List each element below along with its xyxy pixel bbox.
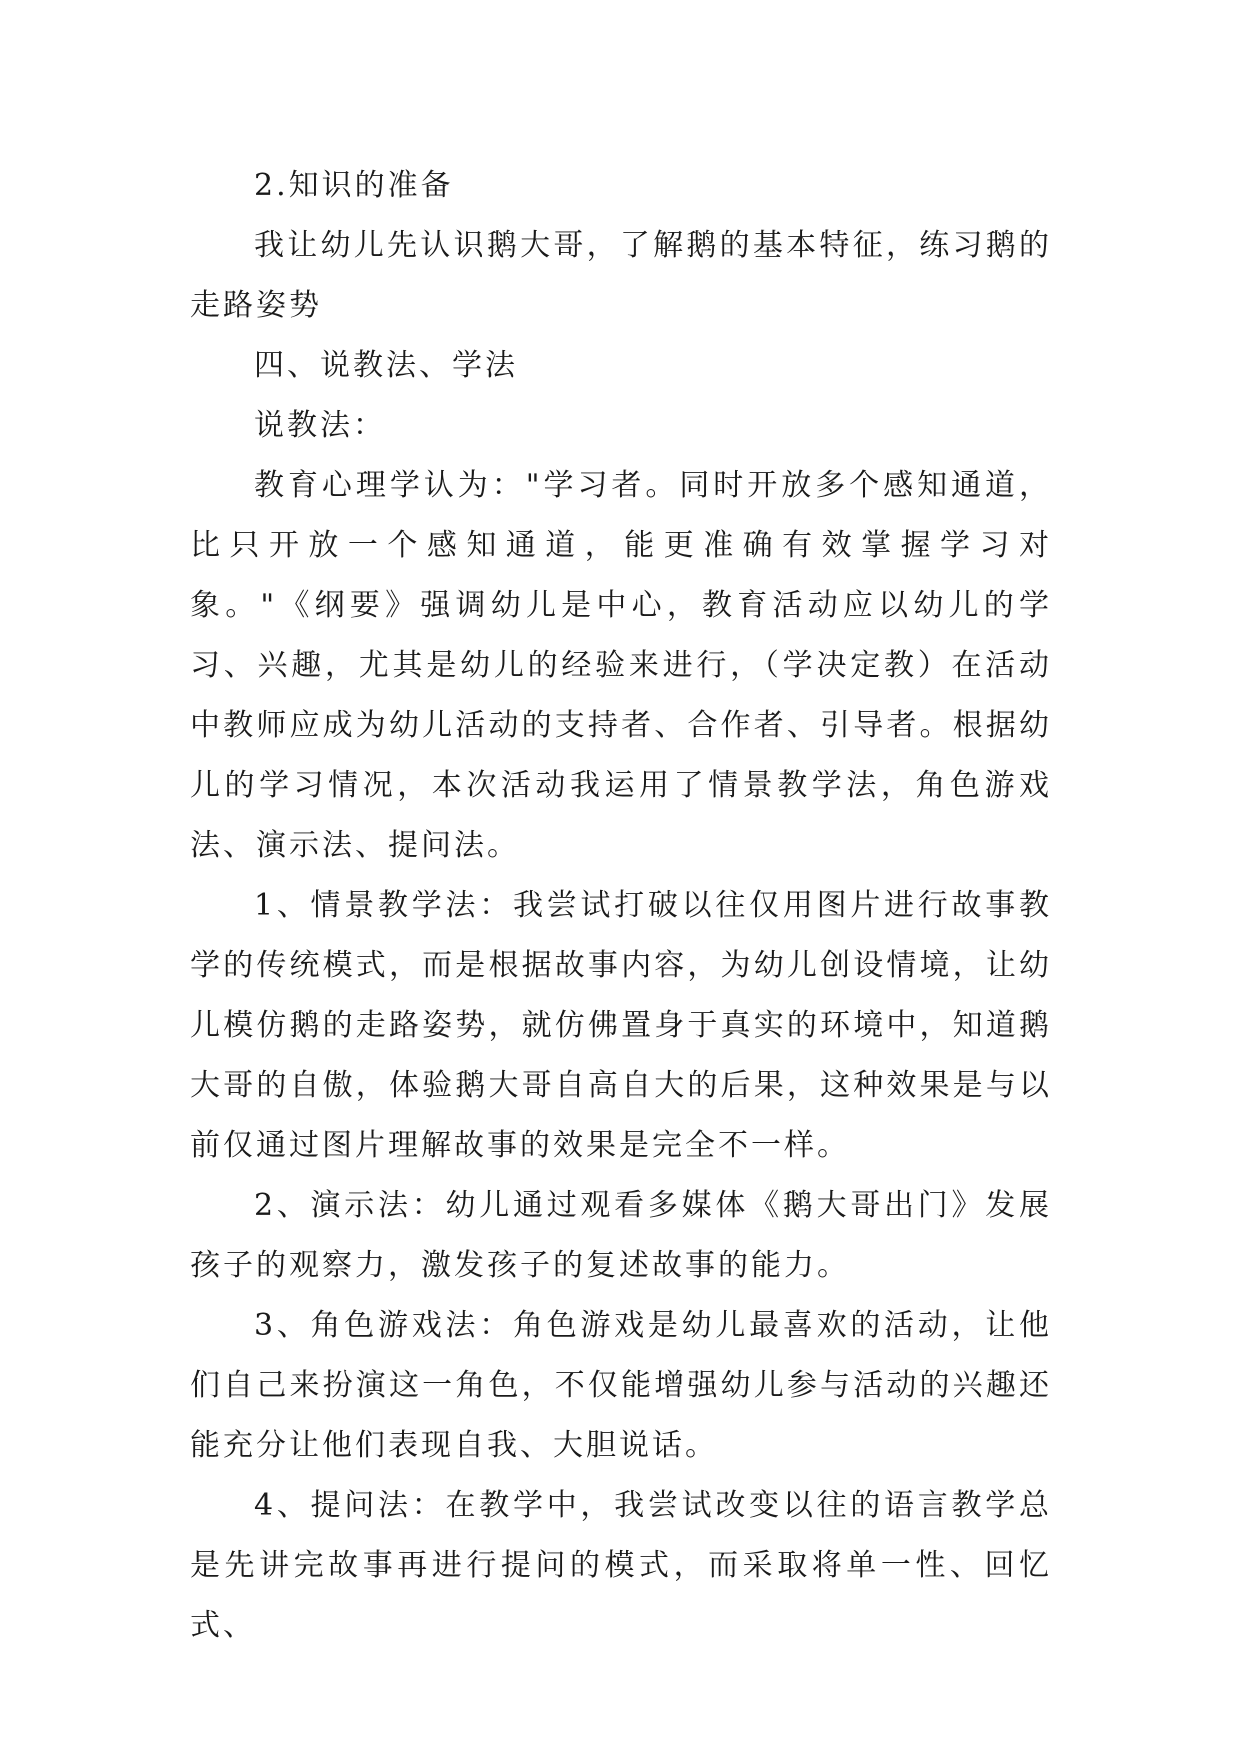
document-page: [190, 156, 1052, 1656]
paragraph-psychology-theory: 教育心理学认为："学习者。同时开放多个感知通道，比只开放一个感知通道，能更准确有效掌握学习对象。"《纲要》强调幼儿是中心，教育活动应以幼儿的学习、兴趣，尤其是幼儿的经验来进行，（学决定教）在活动中教师应成为幼儿活动的支持者、合作者、引导者。根据幼儿的学习情况，本次活动我运用了情景教学法，角色游戏法、演示法、提问法。: [190, 468, 1052, 863]
paragraph-role-play-method: 3、角色游戏法：角色游戏是幼儿最喜欢的活动，让他们自己来扮演这一角色，不仅能增强幼儿参与活动的兴趣还能充分让他们表现自我、大胆说话。: [190, 1308, 1052, 1463]
paragraph-knowledge-prep: 我让幼儿先认识鹅大哥，了解鹅的基本特征，练习鹅的走路姿势: [190, 228, 1052, 323]
paragraph-demonstration-method: 2、演示法：幼儿通过观看多媒体《鹅大哥出门》发展孩子的观察力，激发孩子的复述故事的能力。: [190, 1188, 1052, 1283]
section-heading-teaching-methods: 四、说教法、学法: [254, 348, 518, 383]
section-heading-knowledge-prep: 2.知识的准备: [254, 168, 454, 203]
paragraph-situational-method: 1、情景教学法：我尝试打破以往仅用图片进行故事教学的传统模式，而是根据故事内容，为幼儿创设情境，让幼儿模仿鹅的走路姿势，就仿佛置身于真实的环境中，知道鹅大哥的自傲，体验鹅大哥自高自大的后果，这种效果是与以前仅通过图片理解故事的效果是完全不一样。: [190, 888, 1052, 1163]
subheading-teaching-methods: 说教法：: [254, 408, 386, 443]
paragraph-questioning-method: 4、提问法：在教学中，我尝试改变以往的语言教学总是先讲完故事再进行提问的模式，而采取将单一性、回忆式、: [190, 1488, 1052, 1643]
